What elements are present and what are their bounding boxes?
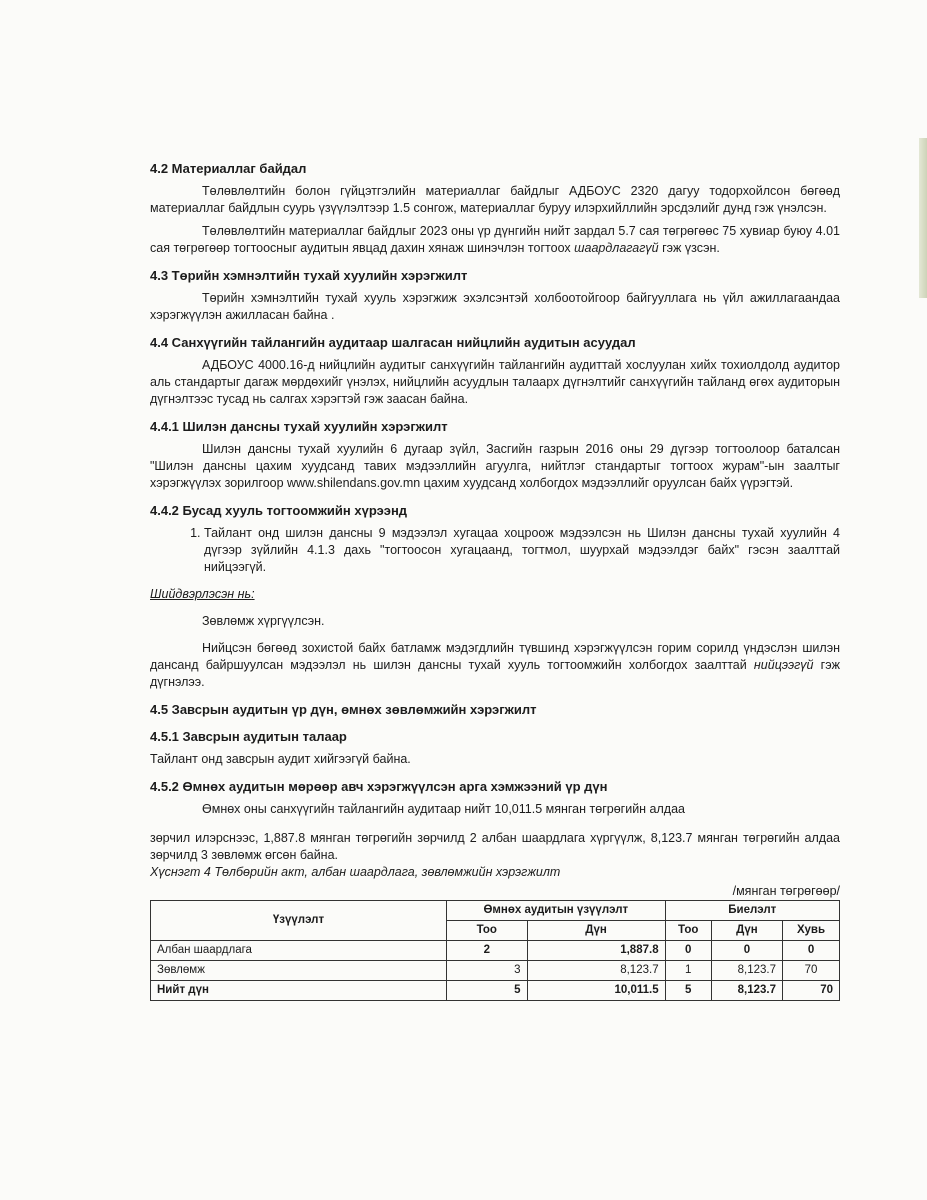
section-4-5-1-paragraph: Тайлант онд завсрын аудит хийгээгүй байна. (150, 752, 411, 766)
section-4-2-title: 4.2 Материаллаг байдал (150, 161, 307, 176)
table-caption-rest: албан шаардлага, зөвлөмжийн хэрэгжилт (307, 865, 561, 879)
row-amount-2: 8,123.7 (711, 981, 782, 1001)
row-amount: 1,887.8 (527, 941, 665, 961)
resolved-label-line (150, 586, 840, 603)
table-caption (150, 864, 840, 881)
row-percent: 70 (783, 981, 840, 1001)
resolved-text: Зөвлөмж хүргүүлсэн. (202, 614, 325, 628)
table-unit: /мянган төгрөгөөр/ (732, 884, 840, 898)
row-amount: 8,123.7 (527, 961, 665, 981)
header-percent: Хувь (783, 921, 840, 941)
row-count: 2 (447, 941, 528, 961)
section-4-4-paragraph: АДБОУС 4000.16-д нийцлийн аудитыг санхүүгийн тайлангийн аудиттай хослуулан хийх тохиолдолд аудитор аль стандартыг дагаж мөрдөхийг үнэлэх, нийцлийн асуудлын талаарх дүгнэлтийг санхүүгийн тайланд өгөх аудиторын дүгнэлтээс тусад нь салгах хэрэгтэй гэж заасан байна. (150, 358, 840, 406)
page-edge-mark (919, 138, 927, 298)
row-name: Албан шаардлага (151, 941, 447, 961)
paragraph-tail: гэж үзсэн. (658, 241, 720, 255)
table-header-row (151, 901, 840, 921)
section-4-3-title: 4.3 Төрийн хэмнэлтийн тухай хуулийн хэрэгжилт (150, 268, 468, 283)
resolved-colon: : (251, 587, 255, 601)
section-4-2-paragraph-1: Төлөвлөлтийн болон гүйцэтгэлийн материаллаг байдлыг АДБОУС 2320 дагуу тодорхойлсон бөгөөд материаллаг байдлын суурь үзүүлэлтээр 1.5 сонгож, материаллаг буруу илэрхийллийн эрсдэлийг дунд гэж үнэлсэн. (150, 184, 840, 215)
emphasis-text: нийцээгүй (753, 658, 814, 672)
paragraph-tail: гэж дүгнэлээ. (150, 658, 840, 689)
section-4-4-1-paragraph: Шилэн дансны тухай хуулийн 6 дугаар зүйл, Засгийн газрын 2016 оны 29 дүгээр тогтоолоор баталсан "Шилэн дансны цахим хуудсанд тавих мэдээллийн агуулга, нийтлэг стандартыг тогтоох журам"-ын заалтыг хэрэгжүүлэх зорилгоор www.shilendans.gov.mn цахим хуудсанд холбогдох мэдээллийг оруулсан байх үүрэгтэй. (150, 442, 840, 490)
table-total-row (151, 981, 840, 1001)
header-amount: Дүн (527, 921, 665, 941)
section-4-3-paragraph: Төрийн хэмнэлтийн тухай хууль хэрэгжиж эхэлсэнтэй холбоотойгоор байгууллага нь үйл ажиллагаандаа хэрэгжүүлэн ажилласан байна . (150, 291, 840, 322)
row-count: 5 (447, 981, 528, 1001)
header-indicator: Үзүүлэлт (151, 901, 447, 941)
section-4-4-1-title: 4.4.1 Шилэн дансны тухай хуулийн хэрэгжилт (150, 419, 448, 434)
row-count-2: 0 (665, 941, 711, 961)
header-count: Тоо (447, 921, 528, 941)
row-amount: 10,011.5 (527, 981, 665, 1001)
finding-item-1: 1. Тайлант онд шилэн дансны 9 мэдээлэл хугацаа хоцроож мэдээлсэн нь Шилэн дансны тухай хуулийн 4 дүгээр зүйлийн 4.1.3 дахь "тогтоосон хугацаанд, тогтмол, шуурхай мэдээлдэг байх" гэсэн заалттай нийцээгүй. (204, 525, 840, 576)
section-4-2-paragraph-2 (150, 223, 840, 257)
paragraph-text: Нийцсэн бөгөөд зохистой байх батламж мэдэгдлийн түвшинд хэрэгжүүлсэн горим сорилд үндэслэн шилэн дансанд байршуулсан мэдээлэл нь шилэн дансны тухай хууль тогтоомжийн холбогдох заалттай (150, 641, 840, 672)
summary-table (150, 900, 840, 1001)
section-4-5-2-paragraph-2: зөрчил илэрснээс, 1,887.8 мянган төгрөгийн зөрчилд 2 албан шаардлага хүргүүлж, 8,123.7 мянган төгрөгийн алдаа зөрчилд 3 зөвлөмж өгсөн байна. (150, 831, 840, 862)
row-percent: 70 (783, 961, 840, 981)
document-page (150, 150, 840, 1001)
section-4-4-2-paragraph (150, 640, 840, 691)
row-name: Нийт дүн (151, 981, 447, 1001)
section-4-5-2-paragraph-1: Өмнөх оны санхүүгийн тайлангийн аудитаар нийт 10,011.5 мянган төгрөгийн алдаа (202, 802, 685, 816)
table-row (151, 961, 840, 981)
table-row (151, 941, 840, 961)
row-name: Зөвлөмж (151, 961, 447, 981)
table-caption-label: Хүснэгт 4 Төлбөрийн акт, (150, 865, 308, 879)
header-previous-audit: Өмнөх аудитын үзүүлэлт (447, 901, 666, 921)
row-count: 3 (447, 961, 528, 981)
emphasis-text: шаардлагагүй (574, 241, 659, 255)
header-count-2: Тоо (665, 921, 711, 941)
section-4-5-2-title: 4.5.2 Өмнөх аудитын мөрөөр авч хэрэгжүүлсэн арга хэмжээний үр дүн (150, 779, 608, 794)
header-amount-2: Дүн (711, 921, 782, 941)
row-percent: 0 (783, 941, 840, 961)
row-amount-2: 8,123.7 (711, 961, 782, 981)
section-4-4-title: 4.4 Санхүүгийн тайлангийн аудитаар шалгасан нийцлийн аудитын асуудал (150, 335, 636, 350)
section-4-5-1-title: 4.5.1 Завсрын аудитын талаар (150, 729, 347, 744)
paragraph-text: Төлөвлөлтийн материаллаг байдлыг 2023 оны үр дүнгийн нийт зардал 5.7 сая төгрөгөөс 75 хувиар буюу 4.01 сая төгрөгөөр тогтоосныг аудитын явцад дахин хянаж шинэчлэн тогтоох (150, 224, 840, 255)
resolved-label: Шийдвэрлэсэн нь (150, 587, 252, 601)
header-completion: Биелэлт (665, 901, 839, 921)
row-amount-2: 0 (711, 941, 782, 961)
row-count-2: 1 (665, 961, 711, 981)
section-4-4-2-title: 4.4.2 Бусад хууль тогтоомжийн хүрээнд (150, 503, 408, 518)
row-count-2: 5 (665, 981, 711, 1001)
section-4-5-title: 4.5 Завсрын аудитын үр дүн, өмнөх зөвлөмжийн хэрэгжилт (150, 702, 537, 717)
finding-list (150, 525, 840, 576)
